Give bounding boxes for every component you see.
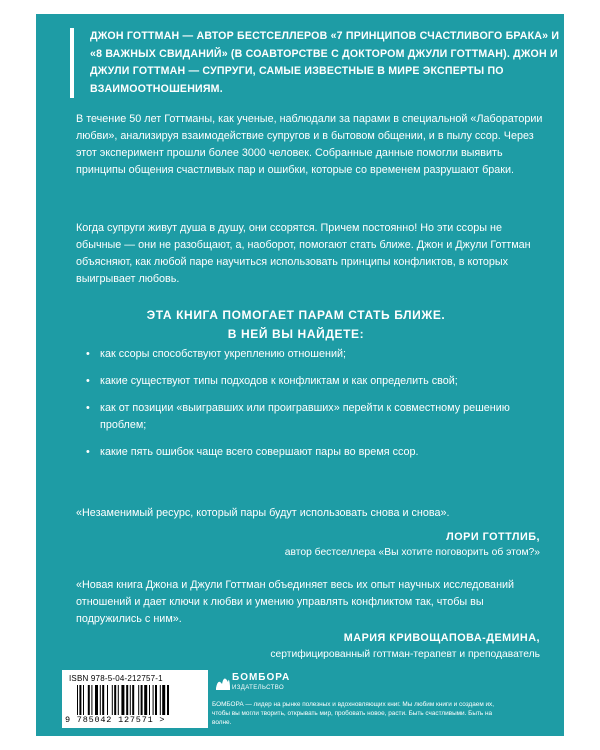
- description-paragraph-1: В течение 50 лет Готтманы, как ученые, наблюдали за парами в специальной «Лаборатории любви», анализируя взаимодействие супругов и в бытовом общении, и в пылу ссор. Через этот эксперимент прошли более 3000 человек. Собранные данные помогли выявить принципы общения счастливых пар и ошибки, которые со временем разрушают браки.: [76, 113, 543, 176]
- review-role-1: автор бестселлера «Вы хотите поговорить об этом?»: [284, 547, 540, 558]
- benefits-list: [86, 346, 526, 471]
- list-item: • какие существуют типы подходов к конфликтам и как определить свой;: [86, 373, 526, 390]
- isbn-number: ISBN 978-5-04-212757-1: [69, 674, 163, 683]
- review-author-1: ЛОРИ ГОТТЛИБ,: [446, 531, 540, 543]
- review-quote-2: «Новая книга Джона и Джули Готтман объединяет весь их опыт научных исследований отношений и дает ключи к любви и умению управлять конфликтом так, чтобы вы подружились с ним».: [76, 579, 515, 625]
- review-author-2: МАРИЯ КРИВОЩАПОВА-ДЕМИНА,: [343, 632, 540, 644]
- review-quote-1: «Незаменимый ресурс, который пары будут использовать снова и снова».: [76, 507, 450, 519]
- list-item: • какие пять ошибок чаще всего совершают пары во время ссор.: [86, 444, 526, 461]
- book-headline: [76, 306, 516, 344]
- publisher-subtitle: ИЗДАТЕЛЬСТВО: [232, 685, 285, 691]
- list-item: • как от позиции «выигравших или проигравших» перейти к совместному решению проблем;: [86, 400, 526, 434]
- publisher-name: БОМБОРА: [232, 672, 291, 683]
- description-paragraph-2: Когда супруги живут душа в душу, они ссорятся. Причем постоянно! Но эти ссоры не обычные — они не разобщают, а, наоборот, помогают стать ближе. Джон и Джули Готтман объясняют, как любой паре научиться использовать принципы конфликтов, в которых выигрывает любовь.: [76, 222, 531, 285]
- back-cover: [36, 14, 564, 736]
- ean-digits: 9 785042 127571 >: [65, 715, 166, 725]
- author-bio: ДЖОН ГОТТМАН — АВТОР БЕСТСЕЛЛЕРОВ «7 ПРИНЦИПОВ СЧАСТЛИВОГО БРАКА» И «8 ВАЖНЫХ СВИДАНИЙ» (В СОАВТОРСТВЕ С ДОКТОРОМ ДЖУЛИ ГОТТМАН). ДЖОН И ДЖУЛИ ГОТТМАН — СУПРУГИ, САМЫЕ ИЗВЕСТНЫЕ В МИРЕ ЭКСПЕРТЫ ПО ВЗАИМООТНОШЕНИЯМ.: [70, 28, 560, 98]
- barcode-bars: [77, 685, 201, 715]
- headline-line-2: В НЕЙ ВЫ НАЙДЕТЕ:: [227, 327, 365, 341]
- headline-line-1: ЭТА КНИГА ПОМОГАЕТ ПАРАМ СТАТЬ БЛИЖЕ.: [146, 308, 446, 322]
- barcode: [62, 670, 208, 728]
- list-item: • как ссоры способствуют укреплению отношений;: [86, 346, 526, 363]
- publisher-tagline: БОМБОРА — лидер на рынке полезных и вдохновляющих книг. Мы любим книги и создаем их, чтобы вы могли творить, открывать мир, пробовать новое, расти. Быть счастливыми. Быть на волне.: [212, 701, 495, 726]
- review-role-2: сертифицированный готтман-терапевт и преподаватель: [270, 649, 540, 660]
